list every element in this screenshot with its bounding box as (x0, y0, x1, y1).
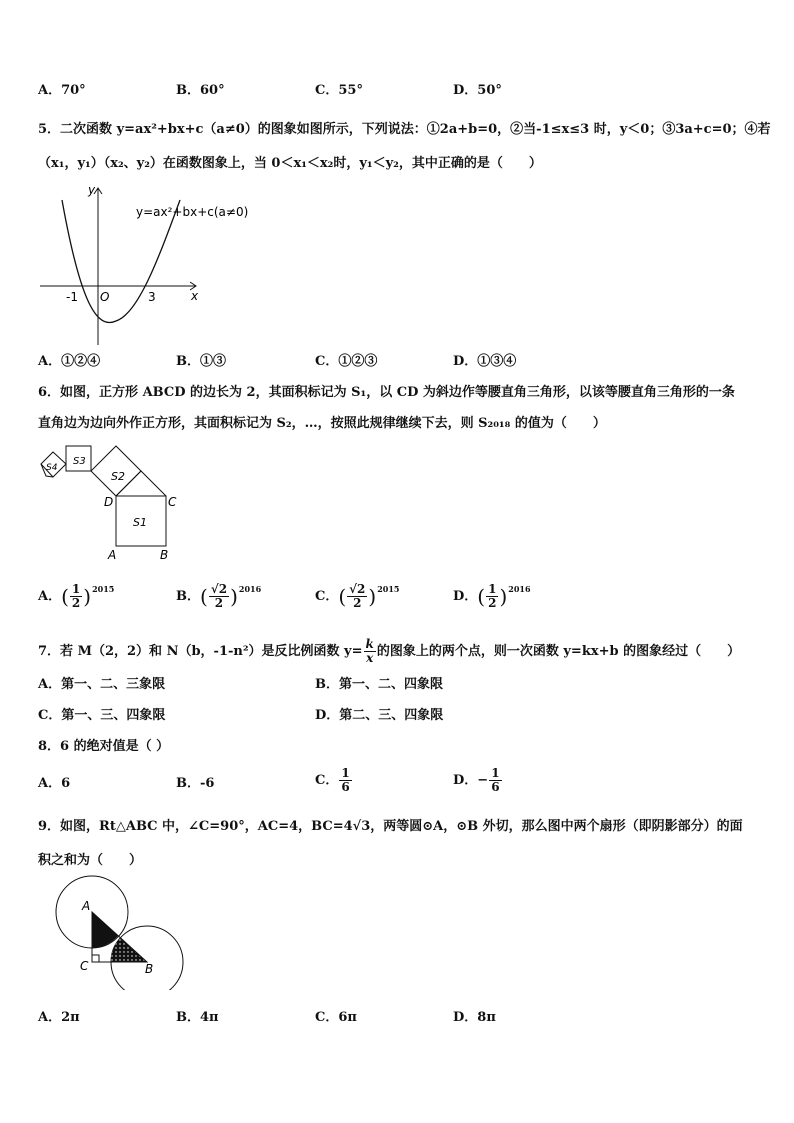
q6-option-a[interactable] (38, 580, 114, 610)
exponent: 2016 (508, 584, 531, 594)
option-text: 70° (61, 83, 86, 98)
q8-stem: 8．6 的绝对值是（ ） (38, 739, 170, 754)
root-right-label: 3 (148, 290, 156, 304)
paren-open: ( (477, 584, 486, 609)
option-text: 50° (477, 83, 502, 98)
option-letter: D． (315, 708, 340, 723)
label-s4: S4 (46, 463, 58, 473)
option-letter: B． (176, 776, 200, 791)
q8-option-d[interactable] (453, 767, 503, 794)
option-letter: A． (38, 589, 62, 604)
q7-stem-post: 的图象上的两个点，则一次函数 y=kx+b 的图象经过（ ） (376, 644, 741, 659)
option-letter: A． (38, 776, 62, 791)
q4-option-b[interactable] (176, 82, 225, 100)
option-text: ①③④ (477, 354, 517, 369)
fraction-numerator: 1 (71, 582, 81, 596)
fraction-numerator: 1 (341, 766, 350, 780)
fraction (70, 583, 82, 610)
paren-close: ) (499, 584, 508, 609)
fraction-numerator: √2 (210, 582, 228, 596)
fraction-denominator: 2 (488, 596, 497, 610)
option-letter: D． (453, 589, 478, 604)
option-text: ①③ (200, 354, 227, 369)
label-c: C (168, 495, 177, 509)
option-sign: − (477, 773, 489, 788)
q6-squares-figure (38, 444, 188, 564)
q5-option-a[interactable] (38, 353, 100, 371)
option-text: 第二、三、四象限 (339, 708, 444, 723)
q7-stem-pre: 7．若 M（2，2）和 N（b，-1-n²）是反比例函数 y= (38, 644, 363, 659)
option-text: 8π (477, 1010, 496, 1025)
option-letter: A． (38, 1010, 62, 1025)
label-b: B (145, 962, 154, 976)
exponent: 2015 (377, 584, 400, 594)
q6-option-d[interactable] (453, 580, 531, 610)
q5-option-c[interactable] (315, 353, 377, 371)
option-letter: B． (176, 354, 200, 369)
q7-option-b[interactable] (315, 676, 443, 694)
option-text: -6 (200, 776, 215, 791)
option-text: 2π (61, 1010, 80, 1025)
fraction-denominator: 2 (214, 596, 224, 610)
label-b: B (160, 548, 169, 562)
fraction (489, 767, 501, 794)
paren-close: ) (368, 584, 377, 609)
option-text: 第一、二、三象限 (61, 677, 166, 692)
option-letter: A． (38, 354, 62, 369)
label-s3: S3 (73, 456, 86, 467)
q5-option-b[interactable] (176, 353, 226, 371)
q6-stem-line1: 6．如图，正方形 ABCD 的边长为 2，其面积标记为 S₁，以 CD 为斜边作等腰直角三角形，以该等腰直角三角形的一条 (38, 385, 735, 400)
label-s2: S2 (111, 470, 125, 483)
q8-option-c[interactable] (315, 767, 353, 794)
fraction (209, 583, 229, 610)
exponent: 2016 (238, 584, 262, 594)
fraction-denominator: 6 (341, 780, 350, 794)
fraction (486, 583, 498, 610)
q4-option-c[interactable] (315, 82, 363, 100)
q9-option-a[interactable] (38, 1009, 80, 1027)
option-letter: A． (38, 83, 62, 98)
q7-stem (38, 638, 740, 665)
fraction-denominator: x (366, 651, 374, 665)
y-axis-label: y (88, 183, 96, 197)
q8-option-b[interactable] (176, 775, 214, 793)
paren-open: ( (200, 584, 208, 609)
option-letter: B． (315, 677, 339, 692)
q7-option-c[interactable] (38, 707, 165, 725)
paren-open: ( (61, 584, 69, 609)
option-text: 6 (61, 776, 71, 791)
q6-option-c[interactable] (315, 580, 400, 610)
exponent: 2015 (92, 584, 115, 594)
q5-option-d[interactable] (453, 353, 516, 371)
option-text: 第一、三、四象限 (61, 708, 166, 723)
fraction-denominator: 2 (353, 596, 362, 610)
fraction (347, 583, 367, 610)
option-text: ①②③ (338, 354, 378, 369)
q6-stem-line2: 直角边为边向外作正方形，其面积标记为 S₂，…，按照此规律继续下去，则 S₂₀₁₈ 的值为（ ） (38, 416, 606, 431)
q9-circles-figure (50, 870, 190, 990)
q5-stem-line2: （x₁，y₁）（x₂、y₂）在函数图象上，当 0＜x₁＜x₂时，y₁＜y₂，其中正确的是（ ） (38, 156, 542, 171)
label-s1: S1 (133, 516, 147, 529)
q5-stem-line1: 5．二次函数 y=ax²+bx+c（a≠0）的图象如图所示，下列说法：①2a+b=0，②当-1≤x≤3 时，y＜0；③3a+c=0；④若 (38, 122, 771, 137)
option-letter: B． (176, 83, 200, 98)
q9-stem-line2: 积之和为（ ） (38, 853, 143, 868)
option-letter: C． (315, 354, 339, 369)
sector-a (92, 912, 118, 948)
fraction-numerator: 1 (491, 766, 500, 780)
q9-option-b[interactable] (176, 1009, 219, 1027)
option-letter: D． (453, 354, 478, 369)
option-letter: C． (315, 773, 339, 788)
x-axis-label: x (191, 289, 199, 303)
sector-b (111, 938, 147, 962)
option-text: 55° (338, 83, 363, 98)
option-letter: A． (38, 677, 62, 692)
option-letter: D． (453, 1010, 478, 1025)
q6-option-b[interactable] (176, 580, 261, 610)
paren-close: ) (83, 584, 92, 609)
label-a: A (108, 548, 117, 562)
paren-open: ( (338, 584, 347, 609)
option-text: 6π (338, 1010, 357, 1025)
option-letter: C． (315, 83, 339, 98)
option-text: 第一、二、四象限 (339, 677, 444, 692)
function-label: y=ax²+bx+c(a≠0) (136, 205, 249, 219)
fraction-numerator: √2 (349, 582, 366, 596)
right-angle-mark (92, 955, 99, 962)
option-text: 4π (200, 1010, 219, 1025)
q8-option-a[interactable] (38, 775, 70, 793)
q4-option-d[interactable] (453, 82, 502, 100)
fraction (339, 767, 351, 794)
option-text: 60° (200, 83, 225, 98)
fraction-numerator: k (365, 637, 374, 651)
q9-option-d[interactable] (453, 1009, 496, 1027)
option-text: ①②④ (61, 354, 101, 369)
option-letter: C． (315, 589, 339, 604)
q7-option-d[interactable] (315, 707, 443, 725)
paren-close: ) (230, 584, 238, 609)
root-left-label: -1 (66, 290, 78, 304)
fraction-k-over-x (364, 638, 376, 665)
label-a: A (82, 899, 91, 913)
option-letter: D． (453, 83, 478, 98)
q9-option-c[interactable] (315, 1009, 357, 1027)
label-d: D (104, 495, 114, 509)
option-letter: C． (38, 708, 62, 723)
option-letter: C． (315, 1010, 339, 1025)
option-letter: B． (176, 589, 200, 604)
option-letter: B． (176, 1010, 200, 1025)
label-c: C (80, 959, 89, 973)
q7-option-a[interactable] (38, 676, 165, 694)
fraction-denominator: 6 (491, 780, 500, 794)
fraction-numerator: 1 (488, 582, 497, 596)
q4-option-a[interactable] (38, 82, 86, 100)
option-letter: D． (453, 773, 478, 788)
fraction-denominator: 2 (71, 596, 81, 610)
origin-label: O (100, 290, 110, 304)
q5-parabola-graph (38, 180, 258, 352)
q9-stem-line1: 9．如图，Rt△ABC 中，∠C=90°，AC=4，BC=4√3，两等圆⊙A，⊙B 外切，那么图中两个扇形（即阴影部分）的面 (38, 819, 743, 834)
